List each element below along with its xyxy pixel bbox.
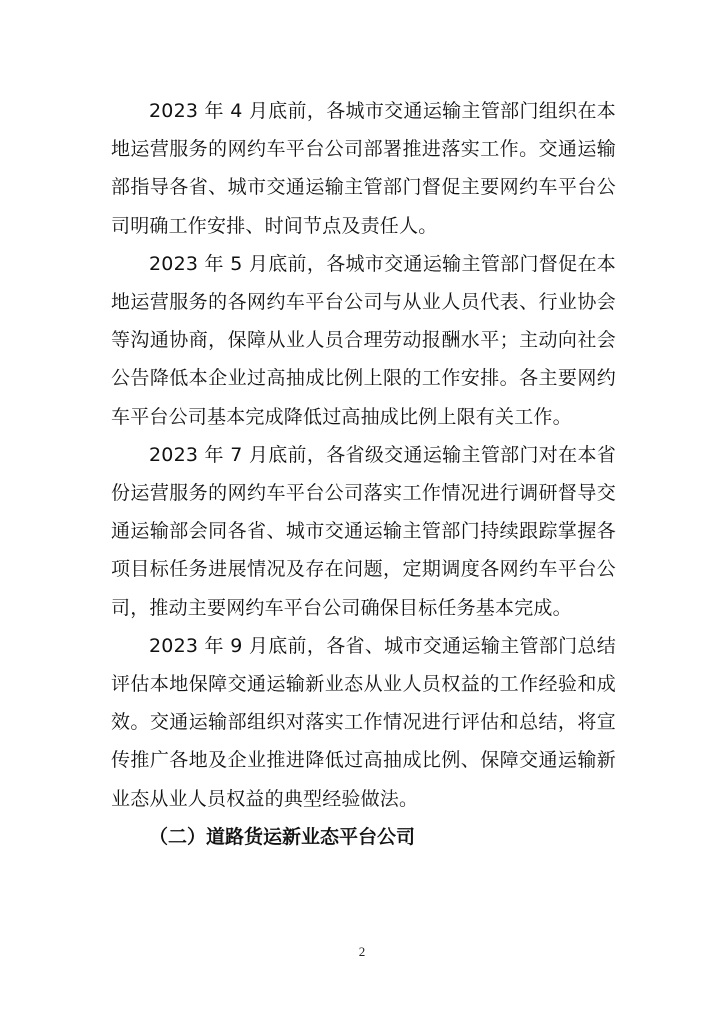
paragraph-july: 2023 年 7 月底前，各省级交通运输主管部门对在本省份运营服务的网约车平台公司落实工作情况进行调研督导交通运输部会同各省、城市交通运输主管部门持续跟踪掌握各项目标任务进展情况及存在问题，定期调度各网约车平台公司，推动主要网约车平台公司确保目标任务基本完成。: [111, 443, 616, 619]
paragraph-may: 2023 年 5 月底前，各城市交通运输主管部门督促在本地运营服务的各网约车平台公司与从业人员代表、行业协会等沟通协商，保障从业人员合理劳动报酬水平；主动向社会公告降低本企业过高抽成比例上限的工作安排。各主要网约车平台公司基本完成降低过高抽成比例上限有关工作。: [111, 252, 616, 428]
paragraph-september: 2023 年 9 月底前，各省、城市交通运输主管部门总结评估本地保障交通运输新业态从业人员权益的工作经验和成效。交通运输部组织对落实工作情况进行评估和总结，将宣传推广各地及企业推进降低过高抽成比例、保障交通运输新业态从业人员权益的典型经验做法。: [111, 634, 616, 810]
paragraph-april: 2023 年 4 月底前，各城市交通运输主管部门组织在本地运营服务的网约车平台公司部署推进落实工作。交通运输部指导各省、城市交通运输主管部门督促主要网约车平台公司明确工作安排、时间节点及责任人。: [111, 100, 616, 237]
section-heading: （二）道路货运新业态平台公司: [149, 825, 416, 848]
document-body: [111, 92, 616, 856]
page-number: 2: [358, 944, 366, 959]
